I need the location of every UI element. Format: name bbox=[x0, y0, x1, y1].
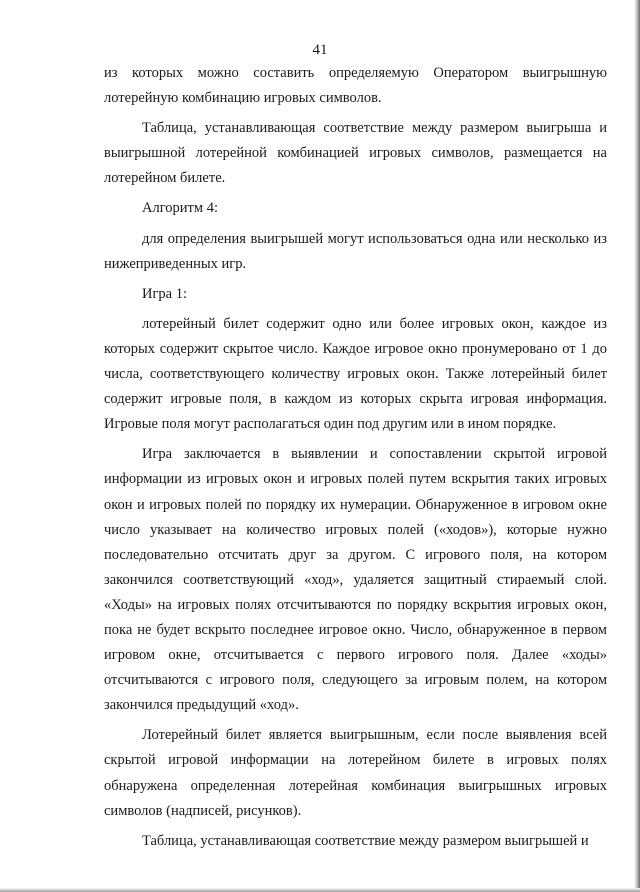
heading-algorithm-4: Алгоритм 4: bbox=[142, 200, 218, 217]
page-number: 41 bbox=[312, 42, 328, 58]
paragraph-game-rules: Игра заключается в выявлении и сопоставлении скрытой игровой информации из игровых окон и игровых полей путем вскрытия таких игровых окон и игровых полей по порядку их нумерации. Обнаруженное в игровом окне число указывает на количество игровых полей («ходов»), которые нужно последовательно отсчитать друг за другом. С игрового поля, на котором закончился соответствующий «ход», удаляется защитный стираемый слой. «Ходы» на игровых полях отсчитываются по порядку вскрытия игровых окон, пока не будет вскрыто последнее игровое окно. Число, обнаруженное в первом игровом окне, отсчитывается с первого игрового поля. Далее «ходы» отсчитываются с игрового поля, следующего за игровым полем, на котором закончился предыдущий «ход». bbox=[104, 446, 607, 714]
paragraph-continuation: из которых можно составить определяемую Оператором выигрышную лотерейную комбинацию игровых символов. bbox=[104, 65, 607, 107]
paragraph-games-intro: для определения выигрышей могут использоваться одна или несколько из нижеприведенных игр. bbox=[104, 230, 607, 272]
scan-edge-bottom bbox=[0, 888, 640, 892]
paragraph-ticket-description: лотерейный билет содержит одно или более игровых окон, каждое из которых содержит скрытое число. Каждое игровое окно пронумеровано от 1 до числа, соответствующего количеству игровых окон. Также лотерейный билет содержит игровые поля, в каждом из которых скрыта игровая информация. Игровые поля могут располагаться один под другим или в ином порядке. bbox=[104, 315, 607, 433]
heading-game-1: Игра 1: bbox=[142, 285, 188, 302]
paragraph-winning-condition: Лотерейный билет является выигрышным, если после выявления всей скрытой игровой информации на лотерейном билете в игровых полях обнаружена определенная лотерейная комбинация выигрышных игровых символов (надписей, рисунков). bbox=[104, 727, 607, 819]
paragraph-prize-table: Таблица, устанавливающая соответствие между размером выигрыша и выигрышной лотерейной комбинацией игровых символов, размещается на лотерейном билете. bbox=[104, 120, 607, 187]
scan-edge-right bbox=[634, 0, 640, 892]
paragraph-prize-table-continued: Таблица, устанавливающая соответствие между размером выигрышей и bbox=[142, 832, 589, 849]
body-text bbox=[104, 61, 607, 854]
